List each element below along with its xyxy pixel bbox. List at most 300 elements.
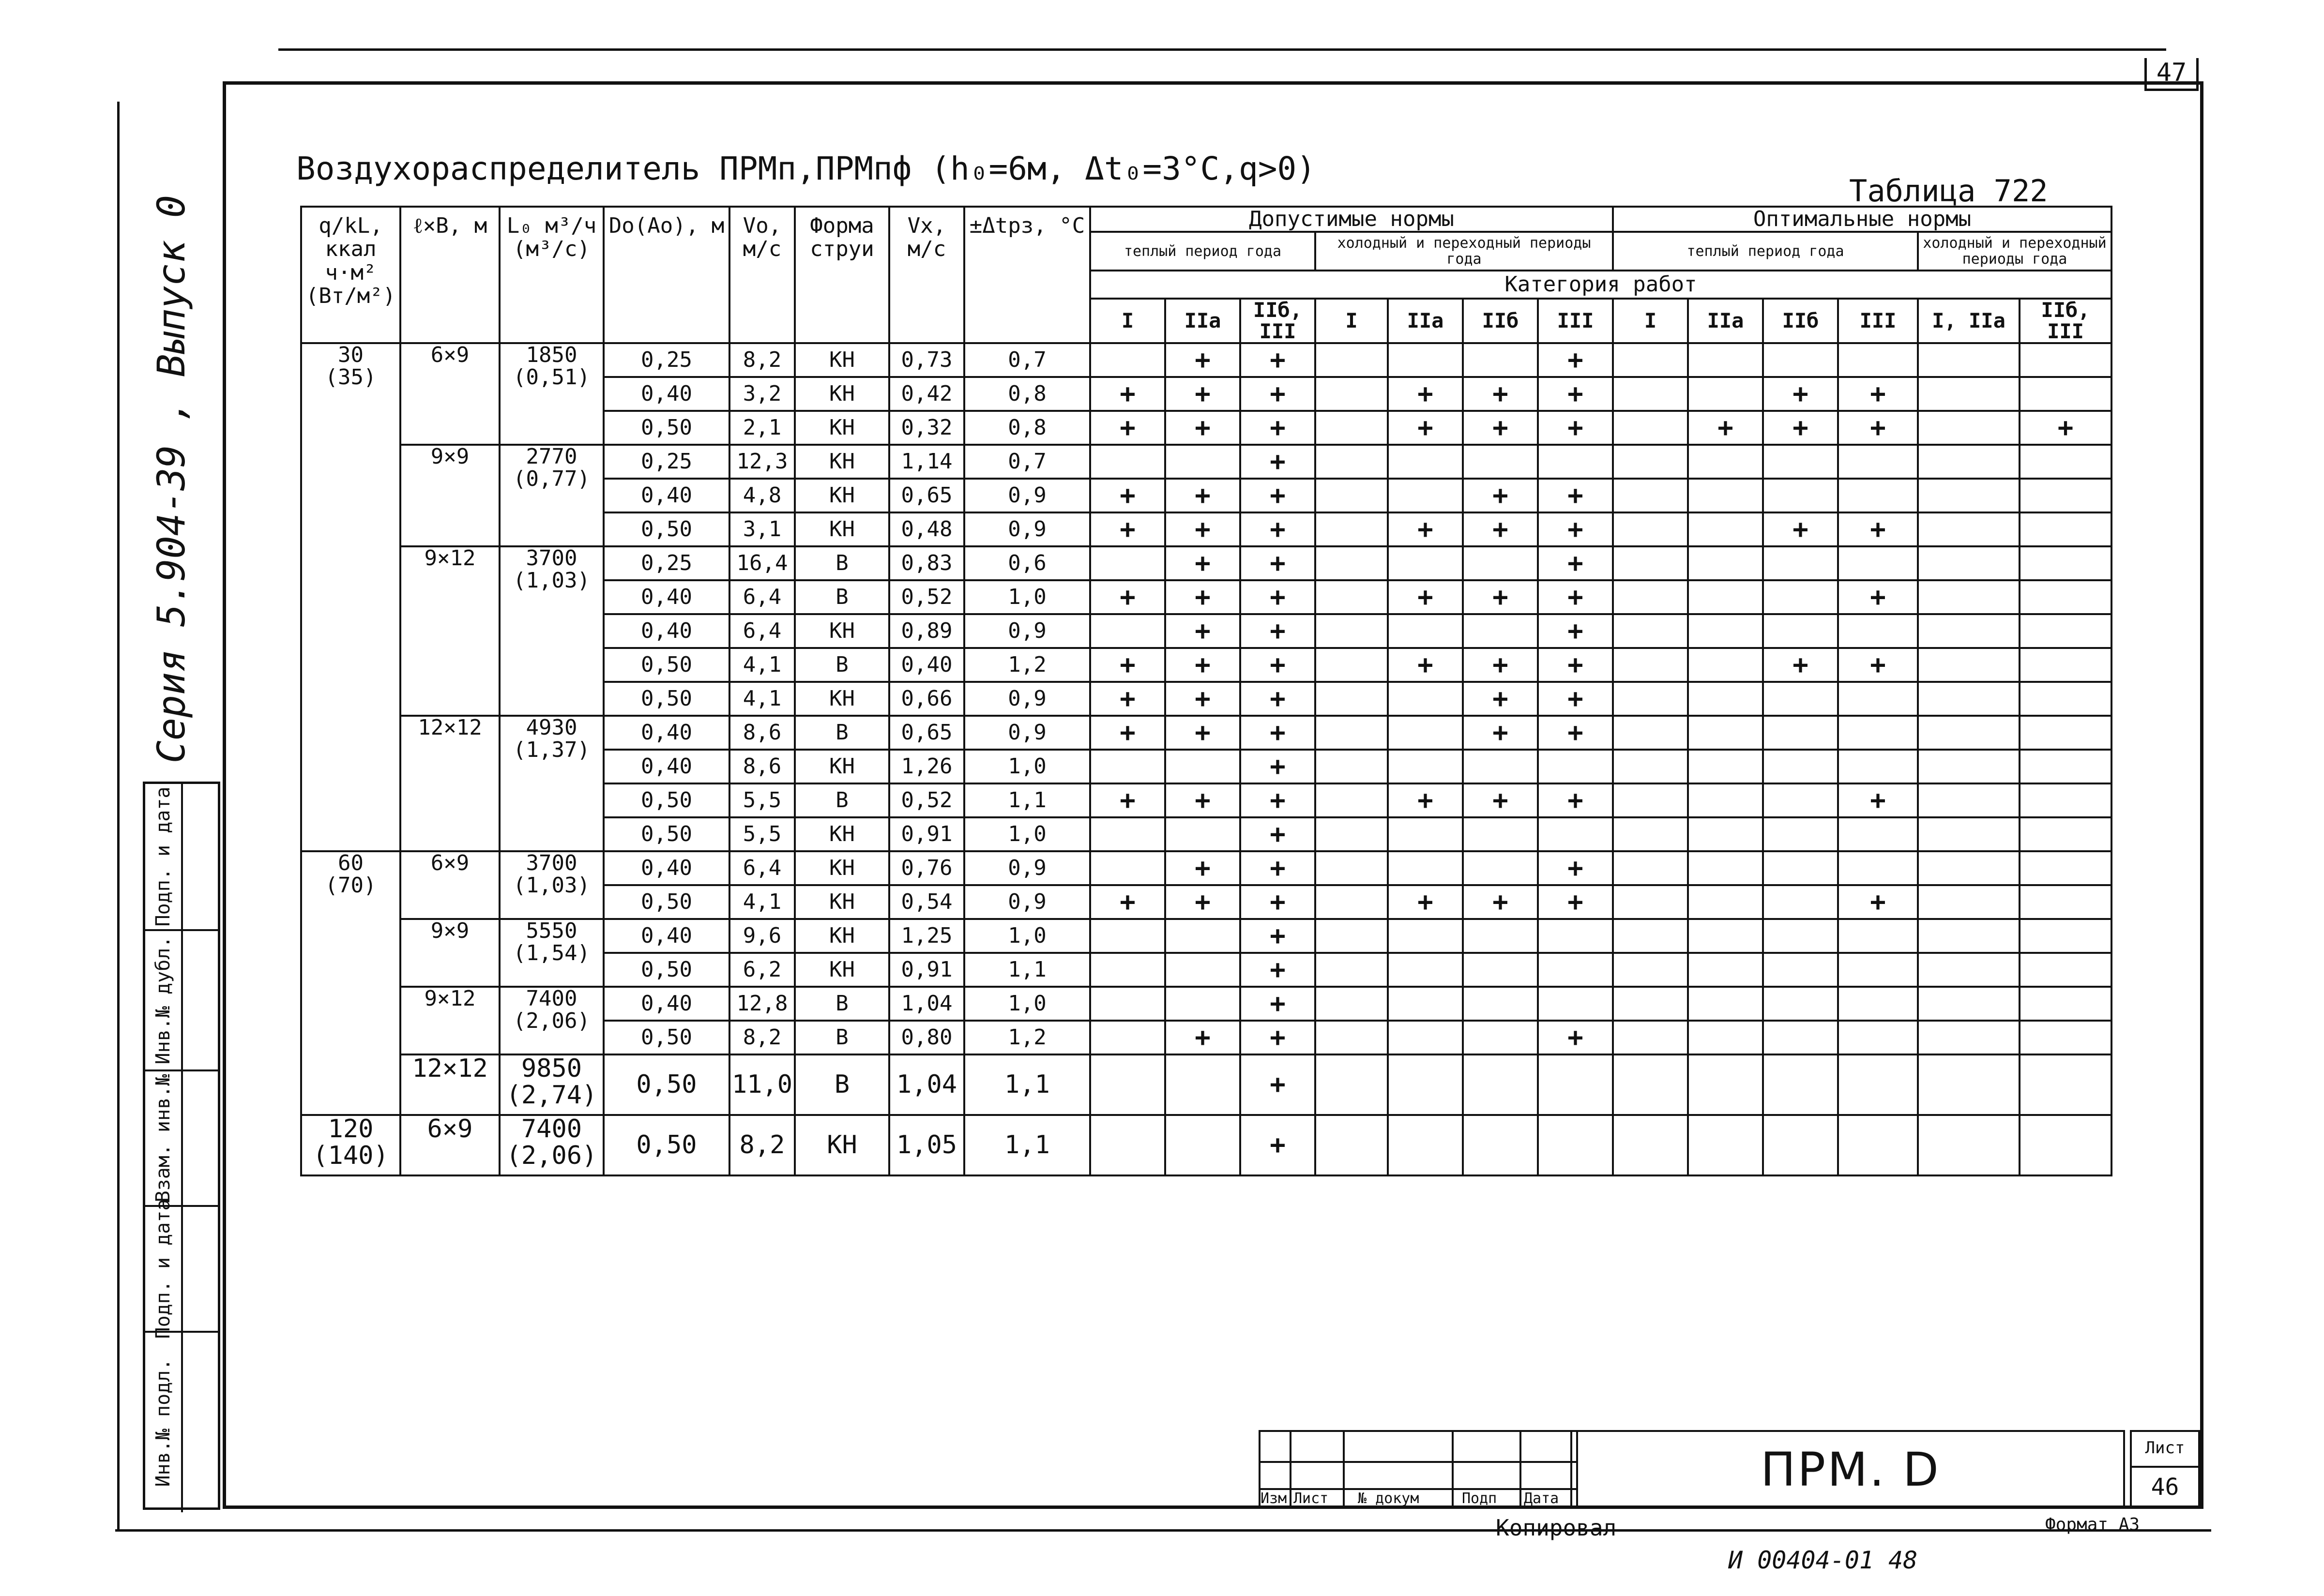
- cell-mark: [1315, 1021, 1388, 1054]
- cell-mark: [2020, 953, 2111, 987]
- cell-mark: +: [1090, 512, 1165, 546]
- cell-mark: +: [1165, 716, 1240, 750]
- cell-mark: +: [1165, 885, 1240, 919]
- cell-mark: [2020, 750, 2111, 783]
- cell-mark: +: [1538, 716, 1613, 750]
- cell-v0: 11,0: [729, 1054, 795, 1115]
- cell-mark: [2020, 716, 2111, 750]
- cell-vx: 1,05: [889, 1115, 964, 1175]
- header-category-col: IIа: [1165, 299, 1240, 343]
- cell-mark: [1688, 987, 1763, 1021]
- table-row: [301, 1054, 2111, 1115]
- cell-mark: [1538, 445, 1613, 479]
- cell-mark: +: [1838, 411, 1918, 445]
- cell-vx: 1,04: [889, 987, 964, 1021]
- cell-mark: +: [1090, 377, 1165, 411]
- cell-l0: 2770 (0,77): [500, 445, 604, 546]
- cell-mark: +: [1763, 512, 1838, 546]
- cell-mark: [1165, 919, 1240, 953]
- cell-mark: +: [1388, 648, 1463, 682]
- cell-mark: [2020, 783, 2111, 817]
- cell-d0: 0,50: [604, 1021, 729, 1054]
- cell-v0: 4,8: [729, 479, 795, 512]
- cell-mark: [1688, 885, 1763, 919]
- cell-d0: 0,50: [604, 885, 729, 919]
- cell-mark: [2020, 580, 2111, 614]
- cell-vx: 0,65: [889, 716, 964, 750]
- cell-dt: 1,0: [964, 580, 1090, 614]
- cell-l0: 5550 (1,54): [500, 919, 604, 987]
- bottom-code: И 00404-01 48: [1728, 1546, 1918, 1574]
- cell-d0: 0,40: [604, 987, 729, 1021]
- cell-mark: [1688, 512, 1763, 546]
- cell-mark: [1918, 648, 2020, 682]
- document-code-box: [1578, 1430, 2125, 1509]
- cell-mark: [1918, 614, 2020, 648]
- cell-d0: 0,40: [604, 750, 729, 783]
- cell-mark: [1315, 987, 1388, 1021]
- cell-mark: +: [1165, 546, 1240, 580]
- cell-d0: 0,25: [604, 343, 729, 377]
- cell-mark: +: [1538, 411, 1613, 445]
- cell-mark: [1918, 885, 2020, 919]
- cell-mark: +: [1240, 885, 1315, 919]
- cell-mark: [1090, 445, 1165, 479]
- document-title: Воздухораспределитель ПРМп,ПРМпф (h₀=6м, Δt₀=3°С,q>0): [296, 150, 1316, 187]
- cell-v0: 4,1: [729, 648, 795, 682]
- cell-mark: [1463, 851, 1538, 885]
- cell-v0: 8,6: [729, 750, 795, 783]
- bottom-rule: [115, 1529, 2211, 1532]
- cell-mark: [1090, 546, 1165, 580]
- cell-mark: [1090, 1054, 1165, 1115]
- cell-lb: 6×9: [400, 343, 500, 445]
- cell-mark: [1838, 987, 1918, 1021]
- cell-mark: +: [2020, 411, 2111, 445]
- cell-mark: +: [1388, 411, 1463, 445]
- corner-sheet-number: 47: [2144, 58, 2199, 91]
- copied-by: Копировал: [1496, 1515, 1617, 1541]
- cell-mark: +: [1090, 783, 1165, 817]
- cell-mark: [1688, 919, 1763, 953]
- cell-mark: +: [1240, 411, 1315, 445]
- cell-mark: [1165, 1054, 1240, 1115]
- cell-mark: [1388, 987, 1463, 1021]
- cell-vx: 0,40: [889, 648, 964, 682]
- cell-mark: +: [1240, 953, 1315, 987]
- cell-d0: 0,50: [604, 817, 729, 851]
- header-l0: L₀ м³/ч (м³/с): [500, 207, 604, 343]
- header-category-col: IIб, III: [2020, 299, 2111, 343]
- cell-mark: +: [1165, 851, 1240, 885]
- cell-mark: +: [1838, 648, 1918, 682]
- cell-mark: +: [1165, 411, 1240, 445]
- cell-mark: +: [1838, 512, 1918, 546]
- cell-mark: [1315, 885, 1388, 919]
- cell-mark: [1538, 817, 1613, 851]
- cell-mark: [1688, 614, 1763, 648]
- cell-mark: [1613, 343, 1688, 377]
- cell-mark: [2020, 1115, 2111, 1175]
- cell-vx: 0,66: [889, 682, 964, 716]
- cell-mark: [1315, 411, 1388, 445]
- cell-mark: [2020, 885, 2111, 919]
- cell-mark: [1463, 919, 1538, 953]
- cell-mark: [1838, 953, 1918, 987]
- cell-mark: [1388, 614, 1463, 648]
- cell-mark: [1688, 479, 1763, 512]
- cell-mark: [1388, 1115, 1463, 1175]
- cell-vx: 0,32: [889, 411, 964, 445]
- header-warm-allowed: теплый период года: [1090, 232, 1315, 271]
- cell-mark: [1838, 1054, 1918, 1115]
- cell-mark: [1688, 648, 1763, 682]
- cell-mark: [1388, 682, 1463, 716]
- cell-vx: 0,52: [889, 580, 964, 614]
- cell-dt: 0,9: [964, 885, 1090, 919]
- cell-mark: [1315, 1115, 1388, 1175]
- cell-dt: 0,8: [964, 411, 1090, 445]
- cell-mark: [1688, 1021, 1763, 1054]
- table-row: [301, 851, 2111, 885]
- cell-d0: 0,50: [604, 648, 729, 682]
- cell-v0: 8,6: [729, 716, 795, 750]
- cell-dt: 0,9: [964, 851, 1090, 885]
- cell-mark: [1538, 919, 1613, 953]
- cell-mark: [1613, 682, 1688, 716]
- cell-v0: 8,2: [729, 1115, 795, 1175]
- cell-mark: [2020, 512, 2111, 546]
- cell-mark: [2020, 919, 2111, 953]
- cell-mark: [1613, 716, 1688, 750]
- cell-mark: [1918, 343, 2020, 377]
- cell-mark: +: [1240, 817, 1315, 851]
- cell-mark: +: [1463, 479, 1538, 512]
- cell-mark: [1838, 546, 1918, 580]
- cell-mark: +: [1538, 885, 1613, 919]
- cell-mark: +: [1538, 1021, 1613, 1054]
- cell-form: КН: [795, 953, 889, 987]
- cell-mark: [1688, 817, 1763, 851]
- cell-mark: +: [1463, 512, 1538, 546]
- label-izm: Изм: [1261, 1490, 1287, 1507]
- cell-mark: [2020, 445, 2111, 479]
- cell-form: КН: [795, 512, 889, 546]
- cell-mark: [1315, 750, 1388, 783]
- cell-dt: 1,1: [964, 783, 1090, 817]
- cell-v0: 2,1: [729, 411, 795, 445]
- cell-mark: [1763, 614, 1838, 648]
- cell-dt: 1,0: [964, 987, 1090, 1021]
- cell-v0: 9,6: [729, 919, 795, 953]
- cell-mark: +: [1240, 750, 1315, 783]
- cell-d0: 0,40: [604, 851, 729, 885]
- cell-mark: +: [1165, 479, 1240, 512]
- stamp-cell: [145, 1199, 218, 1339]
- cell-mark: [1463, 1054, 1538, 1115]
- cell-mark: +: [1240, 648, 1315, 682]
- cell-mark: +: [1838, 783, 1918, 817]
- label-date: Дата: [1524, 1490, 1559, 1507]
- header-category: Категория работ: [1090, 271, 2111, 299]
- sheet-label: Лист: [2132, 1432, 2198, 1468]
- cell-mark: +: [1688, 411, 1763, 445]
- cell-dt: 1,1: [964, 953, 1090, 987]
- sheet-box: [2130, 1430, 2200, 1509]
- cell-l0: 3700 (1,03): [500, 546, 604, 716]
- cell-lb: 9×12: [400, 546, 500, 716]
- cell-dt: 0,6: [964, 546, 1090, 580]
- cell-mark: +: [1240, 919, 1315, 953]
- cell-mark: +: [1090, 716, 1165, 750]
- cell-mark: [1763, 1115, 1838, 1175]
- cell-form: КН: [795, 682, 889, 716]
- cell-mark: +: [1090, 682, 1165, 716]
- cell-mark: [1463, 343, 1538, 377]
- cell-d0: 0,50: [604, 1115, 729, 1175]
- stamp-label: Подп. и дата: [152, 1199, 174, 1339]
- cell-mark: [2020, 851, 2111, 885]
- cell-mark: [1688, 953, 1763, 987]
- cell-mark: [1613, 783, 1688, 817]
- cell-mark: [1838, 919, 1918, 953]
- cell-mark: [1763, 919, 1838, 953]
- top-rule: [278, 48, 2166, 51]
- cell-lb: 9×12: [400, 987, 500, 1054]
- cell-mark: [1315, 479, 1388, 512]
- cell-mark: [1315, 614, 1388, 648]
- cell-vx: 0,91: [889, 817, 964, 851]
- header-category-col: IIа: [1688, 299, 1763, 343]
- cell-mark: [1838, 716, 1918, 750]
- side-series-text: [119, 194, 225, 765]
- cell-dt: 0,9: [964, 479, 1090, 512]
- cell-l0: 4930 (1,37): [500, 716, 604, 851]
- cell-dt: 1,1: [964, 1054, 1090, 1115]
- cell-mark: [1763, 716, 1838, 750]
- cell-v0: 5,5: [729, 783, 795, 817]
- cell-mark: [1613, 953, 1688, 987]
- cell-d0: 0,40: [604, 377, 729, 411]
- cell-mark: +: [1165, 1021, 1240, 1054]
- cell-form: В: [795, 648, 889, 682]
- cell-mark: [1315, 953, 1388, 987]
- cell-vx: 0,48: [889, 512, 964, 546]
- cell-mark: [1388, 546, 1463, 580]
- cell-mark: [1463, 953, 1538, 987]
- cell-v0: 5,5: [729, 817, 795, 851]
- cell-mark: [1613, 512, 1688, 546]
- cell-mark: +: [1538, 580, 1613, 614]
- cell-mark: +: [1240, 580, 1315, 614]
- cell-mark: [1388, 1021, 1463, 1054]
- cell-mark: [1388, 817, 1463, 851]
- cell-vx: 1,14: [889, 445, 964, 479]
- cell-mark: [1315, 445, 1388, 479]
- cell-mark: [1918, 1054, 2020, 1115]
- cell-mark: [1688, 851, 1763, 885]
- header-optimal: Оптимальные нормы: [1613, 207, 2111, 232]
- cell-dt: 0,7: [964, 343, 1090, 377]
- cell-form: КН: [795, 614, 889, 648]
- cell-mark: [1838, 682, 1918, 716]
- cell-lb: 12×12: [400, 716, 500, 851]
- cell-d0: 0,40: [604, 580, 729, 614]
- cell-mark: [1763, 1054, 1838, 1115]
- cell-form: КН: [795, 817, 889, 851]
- cell-mark: +: [1838, 377, 1918, 411]
- cell-mark: [1918, 851, 2020, 885]
- cell-mark: [1613, 377, 1688, 411]
- cell-mark: [1388, 953, 1463, 987]
- header-q: q/kL, ккал ч·м² (Вт/м²): [301, 207, 400, 343]
- table-row: [301, 207, 2111, 232]
- cell-mark: [1613, 987, 1688, 1021]
- cell-form: КН: [795, 343, 889, 377]
- cell-mark: [1688, 377, 1763, 411]
- cell-mark: +: [1463, 377, 1538, 411]
- cell-mark: [1613, 614, 1688, 648]
- cell-mark: [1838, 445, 1918, 479]
- cell-d0: 0,50: [604, 411, 729, 445]
- cell-l0: 9850 (2,74): [500, 1054, 604, 1115]
- cell-mark: [1538, 987, 1613, 1021]
- cell-mark: +: [1240, 987, 1315, 1021]
- cell-mark: +: [1538, 479, 1613, 512]
- cell-mark: [1315, 580, 1388, 614]
- cell-mark: [1613, 479, 1688, 512]
- cell-vx: 1,04: [889, 1054, 964, 1115]
- header-cold-optimal: холодный и переходный периоды года: [1918, 232, 2111, 271]
- cell-v0: 8,2: [729, 343, 795, 377]
- cell-mark: [1165, 817, 1240, 851]
- cell-mark: [1165, 953, 1240, 987]
- cell-form: КН: [795, 750, 889, 783]
- cell-mark: [1463, 987, 1538, 1021]
- cell-mark: +: [1165, 614, 1240, 648]
- stamp-label: Подп. и дата: [152, 786, 174, 927]
- cell-mark: [1918, 377, 2020, 411]
- cell-vx: 1,26: [889, 750, 964, 783]
- cell-mark: +: [1538, 682, 1613, 716]
- stamp-label: Инв.№ дубл.: [152, 936, 174, 1065]
- cell-mark: +: [1838, 885, 1918, 919]
- table-row: [301, 1115, 2111, 1175]
- cell-dt: 1,0: [964, 919, 1090, 953]
- cell-mark: [1538, 953, 1613, 987]
- cell-mark: [1918, 580, 2020, 614]
- cell-mark: +: [1165, 512, 1240, 546]
- cell-mark: +: [1240, 1115, 1315, 1175]
- header-category-col: III: [1838, 299, 1918, 343]
- cell-d0: 0,40: [604, 919, 729, 953]
- cell-mark: +: [1763, 377, 1838, 411]
- label-doc-number: № докум: [1358, 1490, 1419, 1507]
- cell-mark: +: [1165, 648, 1240, 682]
- cell-mark: [1463, 750, 1538, 783]
- cell-mark: +: [1240, 614, 1315, 648]
- cell-mark: [1463, 445, 1538, 479]
- cell-mark: [1090, 919, 1165, 953]
- cell-lb: 6×9: [400, 851, 500, 919]
- cell-v0: 8,2: [729, 1021, 795, 1054]
- cell-mark: +: [1538, 851, 1613, 885]
- cell-mark: [1918, 479, 2020, 512]
- label-list: Лист: [1293, 1490, 1329, 1507]
- cell-mark: [2020, 614, 2111, 648]
- stamp-column: [143, 782, 220, 1510]
- cell-mark: [1688, 750, 1763, 783]
- cell-mark: +: [1538, 512, 1613, 546]
- cell-mark: [1090, 750, 1165, 783]
- cell-mark: [1165, 445, 1240, 479]
- sheet-number: 46: [2151, 1474, 2179, 1501]
- cell-l0: 7400 (2,06): [500, 987, 604, 1054]
- cell-mark: +: [1763, 411, 1838, 445]
- cell-lb: 12×12: [400, 1054, 500, 1115]
- header-lb: ℓ×B, м: [400, 207, 500, 343]
- label-sign: Подп: [1462, 1490, 1497, 1507]
- cell-d0: 0,50: [604, 512, 729, 546]
- cell-mark: [1763, 343, 1838, 377]
- cell-mark: [1763, 1021, 1838, 1054]
- cell-v0: 6,2: [729, 953, 795, 987]
- cell-mark: +: [1463, 716, 1538, 750]
- cell-mark: [1763, 580, 1838, 614]
- cell-mark: +: [1240, 445, 1315, 479]
- cell-mark: [1763, 445, 1838, 479]
- cell-mark: [1538, 1054, 1613, 1115]
- cell-mark: [1315, 546, 1388, 580]
- cell-mark: +: [1240, 343, 1315, 377]
- cell-mark: [1918, 411, 2020, 445]
- cell-mark: [1613, 1115, 1688, 1175]
- cell-q: 60 (70): [301, 851, 400, 1115]
- cell-v0: 3,1: [729, 512, 795, 546]
- cell-mark: +: [1240, 1021, 1315, 1054]
- cell-mark: [1613, 1054, 1688, 1115]
- cell-dt: 1,0: [964, 750, 1090, 783]
- cell-v0: 12,8: [729, 987, 795, 1021]
- cell-dt: 0,9: [964, 682, 1090, 716]
- cell-mark: [1918, 1115, 2020, 1175]
- cell-mark: [1613, 851, 1688, 885]
- cell-mark: +: [1165, 682, 1240, 716]
- cell-mark: [1763, 851, 1838, 885]
- title-block: [1259, 1430, 2125, 1509]
- cell-d0: 0,50: [604, 783, 729, 817]
- cell-v0: 6,4: [729, 851, 795, 885]
- cell-mark: +: [1240, 377, 1315, 411]
- cell-q: 30 (35): [301, 343, 400, 851]
- cell-mark: [1090, 987, 1165, 1021]
- cell-mark: [2020, 1021, 2111, 1054]
- cell-mark: +: [1538, 614, 1613, 648]
- cell-mark: [2020, 987, 2111, 1021]
- cell-mark: [1463, 1021, 1538, 1054]
- cell-mark: [1090, 1021, 1165, 1054]
- cell-mark: [1838, 614, 1918, 648]
- cell-l0: 1850 (0,51): [500, 343, 604, 445]
- header-category-col: I, IIа: [1918, 299, 2020, 343]
- cell-l0: 7400 (2,06): [500, 1115, 604, 1175]
- cell-vx: 0,80: [889, 1021, 964, 1054]
- cell-mark: +: [1463, 682, 1538, 716]
- cell-mark: [1918, 546, 2020, 580]
- cell-v0: 3,2: [729, 377, 795, 411]
- header-vx: Vx, м/с: [889, 207, 964, 343]
- stamp-cell: [145, 1069, 218, 1205]
